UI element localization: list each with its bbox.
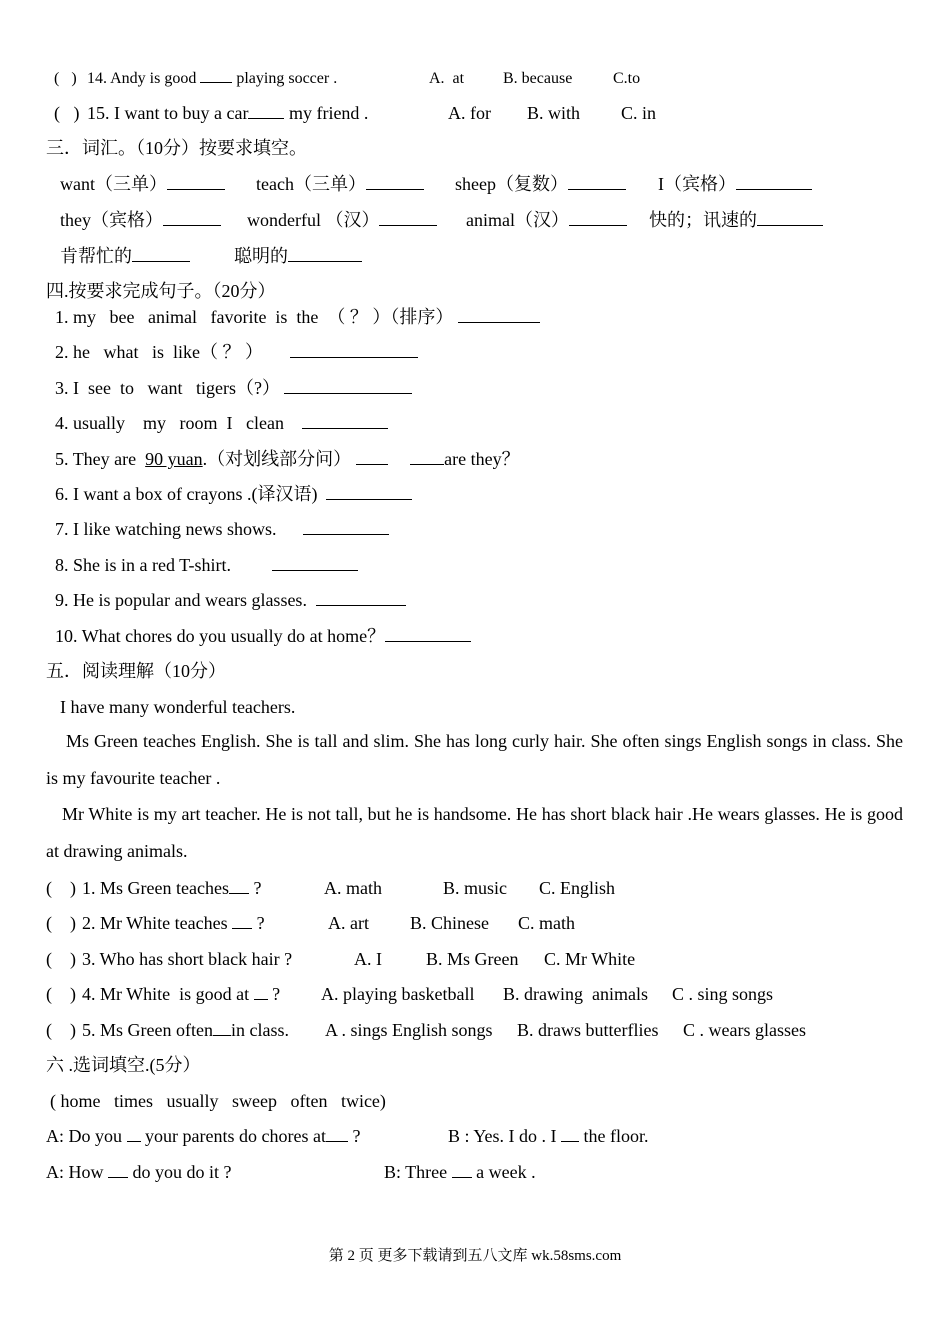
q15-stem-a: 15. I want to buy a car <box>87 103 249 123</box>
vocab-blank[interactable] <box>379 211 437 226</box>
vocab-blank[interactable] <box>288 247 362 262</box>
q15-stem <box>87 102 368 124</box>
rq3-stem: 3. Who has short black hair ? <box>82 949 293 969</box>
item-instruction: .（对划线部分问） <box>202 449 352 469</box>
rq1-stem <box>82 877 261 899</box>
vocab-label: sheep（复数） <box>455 174 568 194</box>
s4-item-8 <box>55 554 358 576</box>
item-tail: are they？ <box>444 449 520 469</box>
rq2-stem <box>82 912 265 934</box>
rq-stem-b: ? <box>252 913 265 933</box>
rq4-stem <box>82 983 280 1005</box>
vocab-label: wonderful （汉） <box>247 210 380 230</box>
rq-blank[interactable] <box>254 985 268 1000</box>
answer-blank[interactable] <box>290 343 418 358</box>
q15-blank[interactable] <box>248 104 284 119</box>
rq2-paren: ( ) <box>46 913 76 933</box>
section5-title: 五．阅读理解（10分） <box>46 661 226 681</box>
rq3-option-b: B. Ms Green <box>426 949 519 969</box>
s4-item-7 <box>55 518 389 540</box>
answer-blank[interactable] <box>302 414 388 429</box>
item-text: What chores do you usually do at home？ <box>81 626 386 646</box>
item-text: I want a box of crayons .(译汉语) <box>73 484 318 504</box>
rq3-option-c: C. Mr White <box>544 949 636 969</box>
rq5-option-b: B. draws butterflies <box>517 1020 659 1040</box>
item-number: 7. <box>55 519 69 539</box>
vocab-wonderful <box>247 209 437 231</box>
vocab-label: teach（三单） <box>256 174 366 194</box>
item-number: 1. <box>55 307 69 327</box>
s4-item-10 <box>55 625 471 647</box>
vocab-label: want（三单） <box>60 174 167 194</box>
q14-stem-a: 14. Andy is good <box>87 70 201 87</box>
item-number: 4. <box>55 413 69 433</box>
rq-stem-a: 1. Ms Green teaches <box>82 878 229 898</box>
item-number: 3. <box>55 378 69 398</box>
dialogue-blank[interactable] <box>561 1127 579 1142</box>
vocab-label: 快的；讯速的 <box>649 210 757 230</box>
underlined-phrase: 90 yuan <box>145 449 203 469</box>
dialogue-text: your parents do chores at <box>140 1126 326 1146</box>
vocab-label: 聪明的 <box>234 246 288 266</box>
s4-item-5 <box>55 448 520 470</box>
vocab-blank[interactable] <box>569 211 627 226</box>
dialogue-text: A: Do you <box>46 1126 127 1146</box>
vocab-helpful <box>60 245 190 267</box>
page-footer: 第 2 页 更多下载请到五八文库 wk.58sms.com <box>328 1248 622 1264</box>
rq-stem-a: 5. Ms Green often <box>82 1020 213 1040</box>
vocab-blank[interactable] <box>167 175 225 190</box>
item-text: They are <box>72 449 146 469</box>
dialogue-text: the floor. <box>579 1126 649 1146</box>
rq5-option-c: C . wears glasses <box>683 1020 806 1040</box>
dialogue-blank[interactable] <box>452 1163 472 1178</box>
rq1-option-c: C. English <box>539 878 616 898</box>
rq4-paren: ( ) <box>46 984 76 1004</box>
vocab-i <box>658 173 812 195</box>
answer-blank[interactable] <box>326 485 412 500</box>
dialogue-text: ? <box>347 1126 361 1146</box>
item-text: He is popular and wears glasses. <box>73 590 307 610</box>
q15-option-c: C. in <box>621 103 657 123</box>
dialogue-line1-b <box>448 1125 649 1147</box>
s4-item-6 <box>55 483 412 505</box>
passage-p2: Ms Green teaches English. She is tall and slim. She has long curly hair. She often sings English songs in class. She is my favourite teacher . <box>46 731 903 788</box>
vocab-blank[interactable] <box>132 247 190 262</box>
vocab-label: 肯帮忙的 <box>60 246 132 266</box>
answer-blank[interactable] <box>385 627 471 642</box>
q14-option-c: C.to <box>613 70 641 87</box>
rq1-paren: ( ) <box>46 878 76 898</box>
rq4-option-b: B. drawing animals <box>503 984 648 1004</box>
item-text: he what is like（ ？ ） <box>73 342 263 362</box>
vocab-label: they（宾格） <box>60 210 163 230</box>
s4-item-3 <box>55 377 412 399</box>
vocab-blank[interactable] <box>163 211 221 226</box>
item-number: 8. <box>55 555 69 575</box>
item-text: I see to want tigers（?） <box>73 378 280 398</box>
rq-blank[interactable] <box>229 879 249 894</box>
vocab-sheep <box>455 173 626 195</box>
rq1-option-a: A. math <box>324 878 382 898</box>
rq-stem-a: 4. Mr White is good at <box>82 984 254 1004</box>
answer-blank[interactable] <box>272 556 358 571</box>
rq-stem-b: ? <box>267 984 281 1004</box>
section3-title: 三．词汇。（10分）按要求填空。 <box>46 138 307 158</box>
q14-paren: ( ) <box>54 70 77 87</box>
dialogue-line2-b <box>384 1161 536 1183</box>
vocab-animal <box>466 209 627 231</box>
rq1-option-b: B. music <box>443 878 508 898</box>
item-text: my bee animal favorite is the （ ？ ）（排序） <box>73 307 454 327</box>
s4-item-1 <box>55 306 540 328</box>
rq-stem-b: in class. <box>230 1020 289 1040</box>
rq2-option-b: B. Chinese <box>410 913 489 933</box>
answer-blank[interactable] <box>303 520 389 535</box>
rq-stem-a: 2. Mr White teaches <box>82 913 233 933</box>
passage-p1: I have many wonderful teachers. <box>60 697 296 717</box>
rq4-option-c: C . sing songs <box>672 984 774 1004</box>
q15-option-a: A. for <box>448 103 491 123</box>
q14-stem <box>87 68 337 90</box>
rq-blank[interactable] <box>232 914 252 929</box>
item-number: 10. <box>55 626 78 646</box>
q15-paren: ( ) <box>54 103 80 123</box>
answer-blank[interactable] <box>356 450 388 465</box>
dialogue-text: B: Three <box>384 1162 452 1182</box>
vocab-fast <box>649 209 823 231</box>
item-number: 9. <box>55 590 69 610</box>
rq-blank[interactable] <box>213 1021 231 1036</box>
vocab-want <box>60 173 225 195</box>
q15-option-b: B. with <box>527 103 581 123</box>
q14-option-a: A. at <box>429 70 465 87</box>
q14-blank[interactable] <box>200 68 232 83</box>
vocab-blank[interactable] <box>366 175 424 190</box>
passage-p3: Mr White is my art teacher. He is not tall, but he is handsome. He has short black hair .He wears glasses. He is good at drawing animals. <box>46 804 903 861</box>
dialogue-line1-a <box>46 1125 360 1147</box>
vocab-blank[interactable] <box>757 211 823 226</box>
answer-blank[interactable] <box>284 379 412 394</box>
item-number: 5. <box>55 449 69 469</box>
rq2-option-a: A. art <box>328 913 369 933</box>
answer-blank[interactable] <box>316 591 406 606</box>
rq2-option-c: C. math <box>518 913 575 933</box>
rq-stem-b: ? <box>248 878 262 898</box>
vocab-they <box>60 209 221 231</box>
dialogue-blank[interactable] <box>326 1127 348 1142</box>
item-number: 2. <box>55 342 69 362</box>
dialogue-text: a week . <box>471 1162 536 1182</box>
rq5-stem <box>82 1019 289 1041</box>
vocab-teach <box>256 173 424 195</box>
vocab-label: I（宾格） <box>658 174 736 194</box>
dialogue-blank[interactable] <box>108 1163 128 1178</box>
vocab-blank[interactable] <box>736 175 812 190</box>
section4-title: 四.按要求完成句子。（20分） <box>46 281 276 301</box>
rq3-option-a: A. I <box>354 949 382 969</box>
s4-item-4 <box>55 412 388 434</box>
dialogue-blank[interactable] <box>127 1127 141 1142</box>
dialogue-line2-a <box>46 1161 232 1183</box>
word-bank: ( home times usually sweep often twice) <box>50 1091 386 1111</box>
q14-stem-b: playing soccer . <box>232 70 338 87</box>
answer-blank[interactable] <box>410 450 444 465</box>
vocab-label: animal（汉） <box>466 210 569 230</box>
section6-title: 六 .选词填空.(5分） <box>46 1055 201 1075</box>
item-text: She is in a red T-shirt. <box>73 555 231 575</box>
rq5-paren: ( ) <box>46 1020 76 1040</box>
vocab-blank[interactable] <box>568 175 626 190</box>
rq5-option-a: A . sings English songs <box>325 1020 493 1040</box>
rq3-paren: ( ) <box>46 949 76 969</box>
item-text: I like watching news shows. <box>73 519 277 539</box>
s4-item-9 <box>55 589 406 611</box>
dialogue-text: do you do it ? <box>128 1162 232 1182</box>
vocab-clever <box>234 245 362 267</box>
answer-blank[interactable] <box>458 308 540 323</box>
rq4-option-a: A. playing basketball <box>321 984 475 1004</box>
item-number: 6. <box>55 484 69 504</box>
q14-option-b: B. because <box>503 70 573 87</box>
dialogue-text: B : Yes. I do . I <box>448 1126 562 1146</box>
item-text: usually my room I clean <box>73 413 284 433</box>
dialogue-text: A: How <box>46 1162 108 1182</box>
q15-stem-b: my friend . <box>284 103 369 123</box>
s4-item-2 <box>55 341 418 363</box>
